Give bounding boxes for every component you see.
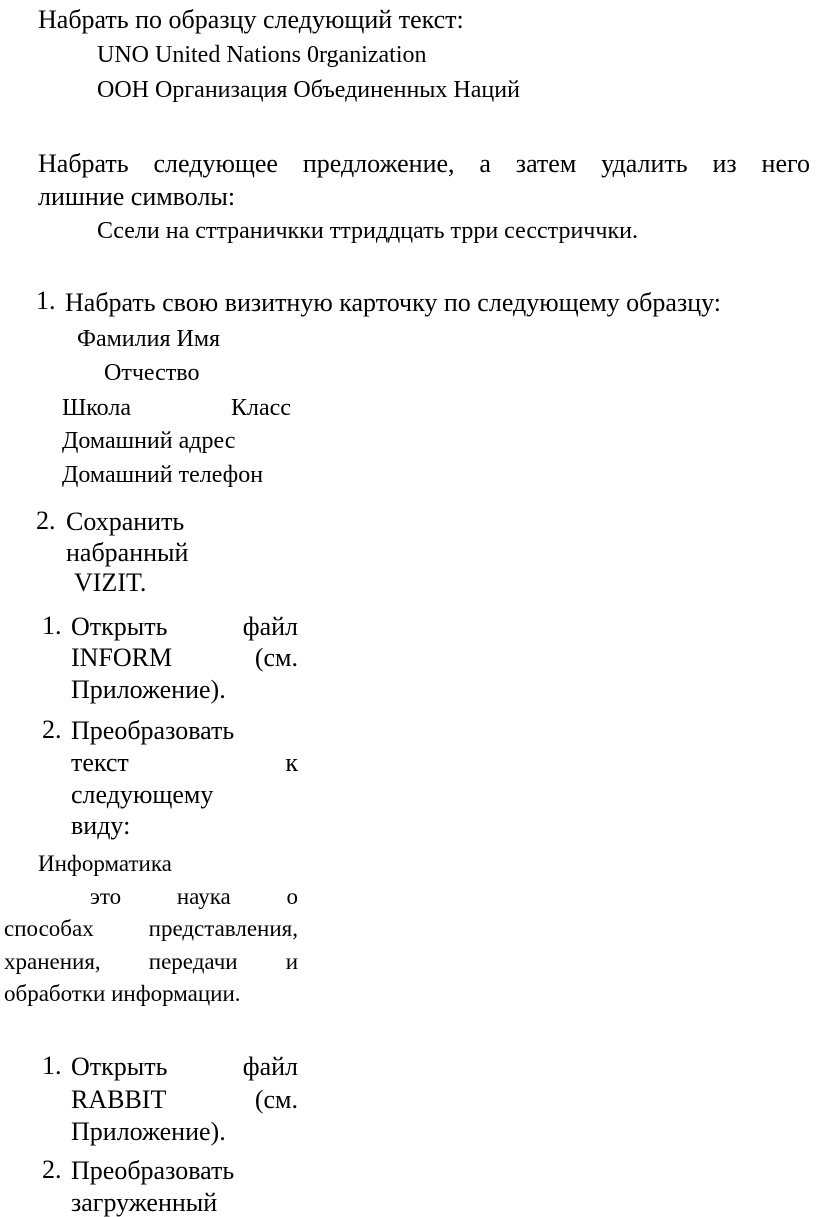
sample-line-russian: ООН Организация Объединенных Наций	[97, 77, 520, 103]
instruction-business-card: Набрать свою визитную карточку по следующему образцу:	[65, 288, 722, 317]
word: и	[285, 949, 298, 974]
list-number: 2.	[42, 1155, 62, 1184]
word: это	[90, 884, 122, 909]
instruction-delete-chars-line1	[38, 151, 810, 177]
word: к	[285, 748, 298, 777]
word: (см.	[254, 1085, 298, 1114]
result-line3	[4, 917, 298, 940]
result-title: Информатика	[38, 851, 172, 876]
word: INFORM	[71, 643, 173, 672]
instruction-delete-chars-line2: лишние символы:	[38, 182, 236, 211]
save-line3: VIZIT.	[74, 568, 147, 597]
word: предложение,	[302, 149, 455, 178]
transform-line2	[71, 750, 298, 776]
word: Набрать	[38, 149, 129, 178]
open-rabbit-line3: Приложение).	[71, 1117, 226, 1146]
word: затем	[515, 149, 577, 178]
card-address: Домашний адрес	[62, 428, 236, 454]
word: текст	[71, 748, 129, 777]
word: хранения,	[4, 949, 101, 974]
card-phone: Домашний телефон	[62, 462, 264, 488]
word: следующее	[153, 149, 278, 178]
word: Открыть	[71, 1052, 168, 1081]
word: из	[712, 149, 737, 178]
card-class: Класс	[231, 395, 291, 421]
transform-loaded-line2: загруженный	[71, 1188, 218, 1217]
word: передачи	[148, 949, 238, 974]
save-line1: Сохранить	[66, 507, 185, 536]
list-number: 1.	[36, 286, 56, 315]
word: способах	[4, 916, 94, 941]
transform-line4: виду:	[71, 811, 131, 840]
word: о	[286, 884, 299, 909]
list-number: 2.	[42, 715, 62, 744]
transform-line3: следующему	[71, 780, 214, 809]
transform-line1: Преобразовать	[71, 716, 235, 745]
sentence-with-extra-chars: Ссели на сттраничкки ттриддцать трри сесстриччки.	[97, 218, 638, 244]
transform-loaded-line1: Преобразовать	[71, 1156, 235, 1185]
instruction-type-sample: Набрать по образцу следующий текст:	[38, 5, 464, 34]
word: а	[479, 149, 491, 178]
open-inform-line1	[71, 614, 298, 640]
word: представления,	[148, 916, 298, 941]
list-number: 1.	[42, 1051, 62, 1080]
result-line2	[90, 885, 298, 908]
word: Открыть	[71, 612, 168, 641]
list-number: 2.	[36, 506, 56, 535]
sample-line-english: UNO United Nations 0rganization	[97, 42, 427, 68]
result-line4	[4, 950, 298, 973]
word: него	[761, 149, 811, 178]
list-number: 1.	[42, 611, 62, 640]
card-name: Фамилия Имя	[77, 326, 221, 352]
card-patronymic: Отчество	[104, 360, 200, 386]
open-rabbit-line1	[71, 1054, 298, 1080]
word: (см.	[254, 643, 298, 672]
open-inform-line3: Приложение).	[71, 675, 226, 704]
word: RABBIT	[71, 1085, 166, 1114]
open-inform-line2	[71, 645, 298, 671]
word: файл	[242, 1052, 298, 1081]
open-rabbit-line2	[71, 1087, 298, 1113]
word: удалить	[601, 149, 688, 178]
save-line2: набранный	[66, 538, 189, 567]
card-school: Школа	[62, 395, 131, 421]
result-line5: обработки информации.	[4, 981, 241, 1006]
word: файл	[242, 612, 298, 641]
word: наука	[176, 884, 231, 909]
